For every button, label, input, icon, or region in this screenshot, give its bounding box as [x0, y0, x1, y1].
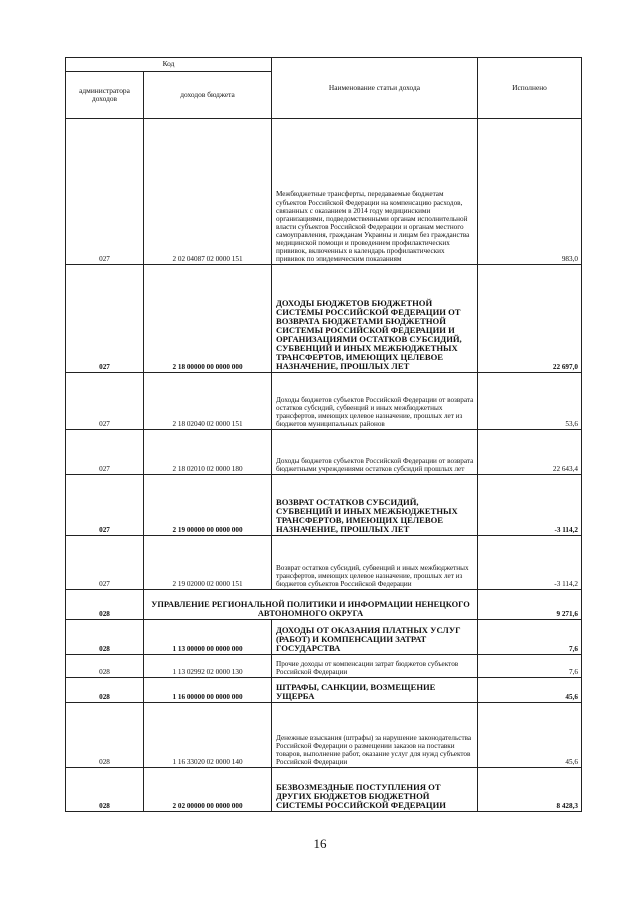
- income-code: 2 02 00000 00 0000 000: [144, 768, 272, 812]
- income-code: 2 18 00000 00 0000 000: [144, 265, 272, 373]
- item-name: ДОХОДЫ БЮДЖЕТОВ БЮДЖЕТНОЙ СИСТЕМЫ РОССИЙСКОЙ ФЕДЕРАЦИИ ОТ ВОЗВРАТА БЮДЖЕТАМИ БЮДЖЕТНОЙ СИСТЕМЫ РОССИЙСКОЙ ФЕДЕРАЦИИ И ОРГАНИЗАЦИЯМИ ОСТАТКОВ СУБСИДИЙ, СУБВЕНЦИЙ И ИНЫХ МЕЖБЮДЖЕТНЫХ ТРАНСФЕРТОВ, ИМЕЮЩИХ ЦЕЛЕВОЕ НАЗНАЧЕНИЕ, ПРОШЛЫХ ЛЕТ: [272, 265, 478, 373]
- income-code: 2 19 00000 00 0000 000: [144, 475, 272, 536]
- table-row: [66, 620, 582, 655]
- header-income: доходов бюджета: [144, 72, 272, 119]
- executed-value: 8 428,3: [478, 768, 582, 812]
- item-name: Доходы бюджетов субъектов Российской Федерации от возврата бюджетными учреждениями остатков субсидий прошлых лет: [272, 430, 478, 475]
- admin-code: 028: [66, 655, 144, 678]
- income-code: 2 18 02040 02 0000 151: [144, 373, 272, 430]
- income-code: 1 13 00000 00 0000 000: [144, 620, 272, 655]
- executed-value: 45,6: [478, 678, 582, 703]
- executed-value: 7,6: [478, 655, 582, 678]
- header-item-name: Наименование статьи дохода: [272, 58, 478, 119]
- item-name: Денежные взыскания (штрафы) за нарушение законодательства Российской Федерации о размещении заказов на поставки товаров, выполнение работ, оказание услуг для нужд субъектов Российской Федерации: [272, 703, 478, 768]
- income-code: 1 16 00000 00 0000 000: [144, 678, 272, 703]
- admin-code: 027: [66, 430, 144, 475]
- executed-value: 22 643,4: [478, 430, 582, 475]
- admin-code: 027: [66, 265, 144, 373]
- department-name: УПРАВЛЕНИЕ РЕГИОНАЛЬНОЙ ПОЛИТИКИ И ИНФОРМАЦИИ НЕНЕЦКОГО АВТОНОМНОГО ОКРУГА: [144, 590, 478, 620]
- item-name: Возврат остатков субсидий, субвенций и иных межбюджетных трансфертов, имеющих целевое назначение, прошлых лет из бюджетов субъектов Российской Федерации: [272, 536, 478, 590]
- executed-value: 983,0: [478, 119, 582, 265]
- executed-value: -3 114,2: [478, 536, 582, 590]
- header-row-code: [66, 58, 582, 72]
- income-code: 1 13 02992 02 0000 130: [144, 655, 272, 678]
- executed-value: 53,6: [478, 373, 582, 430]
- executed-value: 45,6: [478, 703, 582, 768]
- income-code: 2 19 02000 02 0000 151: [144, 536, 272, 590]
- table-row: [66, 430, 582, 475]
- item-name: Межбюджетные трансферты, передаваемые бюджетам субъектов Российской Федерации на компенсацию расходов, связанных с оказанием в 2014 году медицинскими организациями, подведомственными органам исполнительной власти субъектов Российской Федерации и органам местного самоуправления, гражданам Украины и лицам без гражданства медицинской помощи и проведением профилактических прививок, включенных в календарь профилактических прививок по эпидемическим показаниям: [272, 119, 478, 265]
- table-row: [66, 536, 582, 590]
- header-admin: администратора доходов: [66, 72, 144, 119]
- item-name: БЕЗВОЗМЕЗДНЫЕ ПОСТУПЛЕНИЯ ОТ ДРУГИХ БЮДЖЕТОВ БЮДЖЕТНОЙ СИСТЕМЫ РОССИЙСКОЙ ФЕДЕРАЦИИ: [272, 768, 478, 812]
- income-code: 1 16 33020 02 0000 140: [144, 703, 272, 768]
- page-number: 16: [313, 836, 327, 851]
- item-name: ДОХОДЫ ОТ ОКАЗАНИЯ ПЛАТНЫХ УСЛУГ (РАБОТ) И КОМПЕНСАЦИИ ЗАТРАТ ГОСУДАРСТВА: [272, 620, 478, 655]
- item-name: ВОЗВРАТ ОСТАТКОВ СУБСИДИЙ, СУБВЕНЦИЙ И ИНЫХ МЕЖБЮДЖЕТНЫХ ТРАНСФЕРТОВ, ИМЕЮЩИХ ЦЕЛЕВОЕ НАЗНАЧЕНИЕ, ПРОШЛЫХ ЛЕТ: [272, 475, 478, 536]
- income-code: 2 02 04087 02 0000 151: [144, 119, 272, 265]
- admin-code: 027: [66, 475, 144, 536]
- executed-value: 22 697,0: [478, 265, 582, 373]
- admin-code: 028: [66, 678, 144, 703]
- executed-value: 9 271,6: [478, 590, 582, 620]
- executed-value: 7,6: [478, 620, 582, 655]
- admin-code: 027: [66, 119, 144, 265]
- budget-income-table: [65, 57, 582, 812]
- table-row: [66, 265, 582, 373]
- budget-table-sheet: [65, 57, 581, 812]
- admin-code: 028: [66, 620, 144, 655]
- header-code-group: Код: [66, 58, 272, 72]
- admin-code: 027: [66, 373, 144, 430]
- admin-code: 028: [66, 590, 144, 620]
- income-code: 2 18 02010 02 0000 180: [144, 430, 272, 475]
- executed-value: -3 114,2: [478, 475, 582, 536]
- table-row: [66, 119, 582, 265]
- table-row-department: [66, 590, 582, 620]
- admin-code: 028: [66, 703, 144, 768]
- admin-code: 027: [66, 536, 144, 590]
- item-name: Прочие доходы от компенсации затрат бюджетов субъектов Российской Федерации: [272, 655, 478, 678]
- table-row: [66, 655, 582, 678]
- admin-code: 028: [66, 768, 144, 812]
- table-row: [66, 373, 582, 430]
- table-row: [66, 768, 582, 812]
- table-row: [66, 475, 582, 536]
- table-row: [66, 678, 582, 703]
- header-executed: Исполнено: [478, 58, 582, 119]
- item-name: Доходы бюджетов субъектов Российской Федерации от возврата остатков субсидий, субвенций и иных межбюджетных трансфертов, имеющих целевое назначение, прошлых лет из бюджетов муниципальных районов: [272, 373, 478, 430]
- table-row: [66, 703, 582, 768]
- item-name: ШТРАФЫ, САНКЦИИ, ВОЗМЕЩЕНИЕ УЩЕРБА: [272, 678, 478, 703]
